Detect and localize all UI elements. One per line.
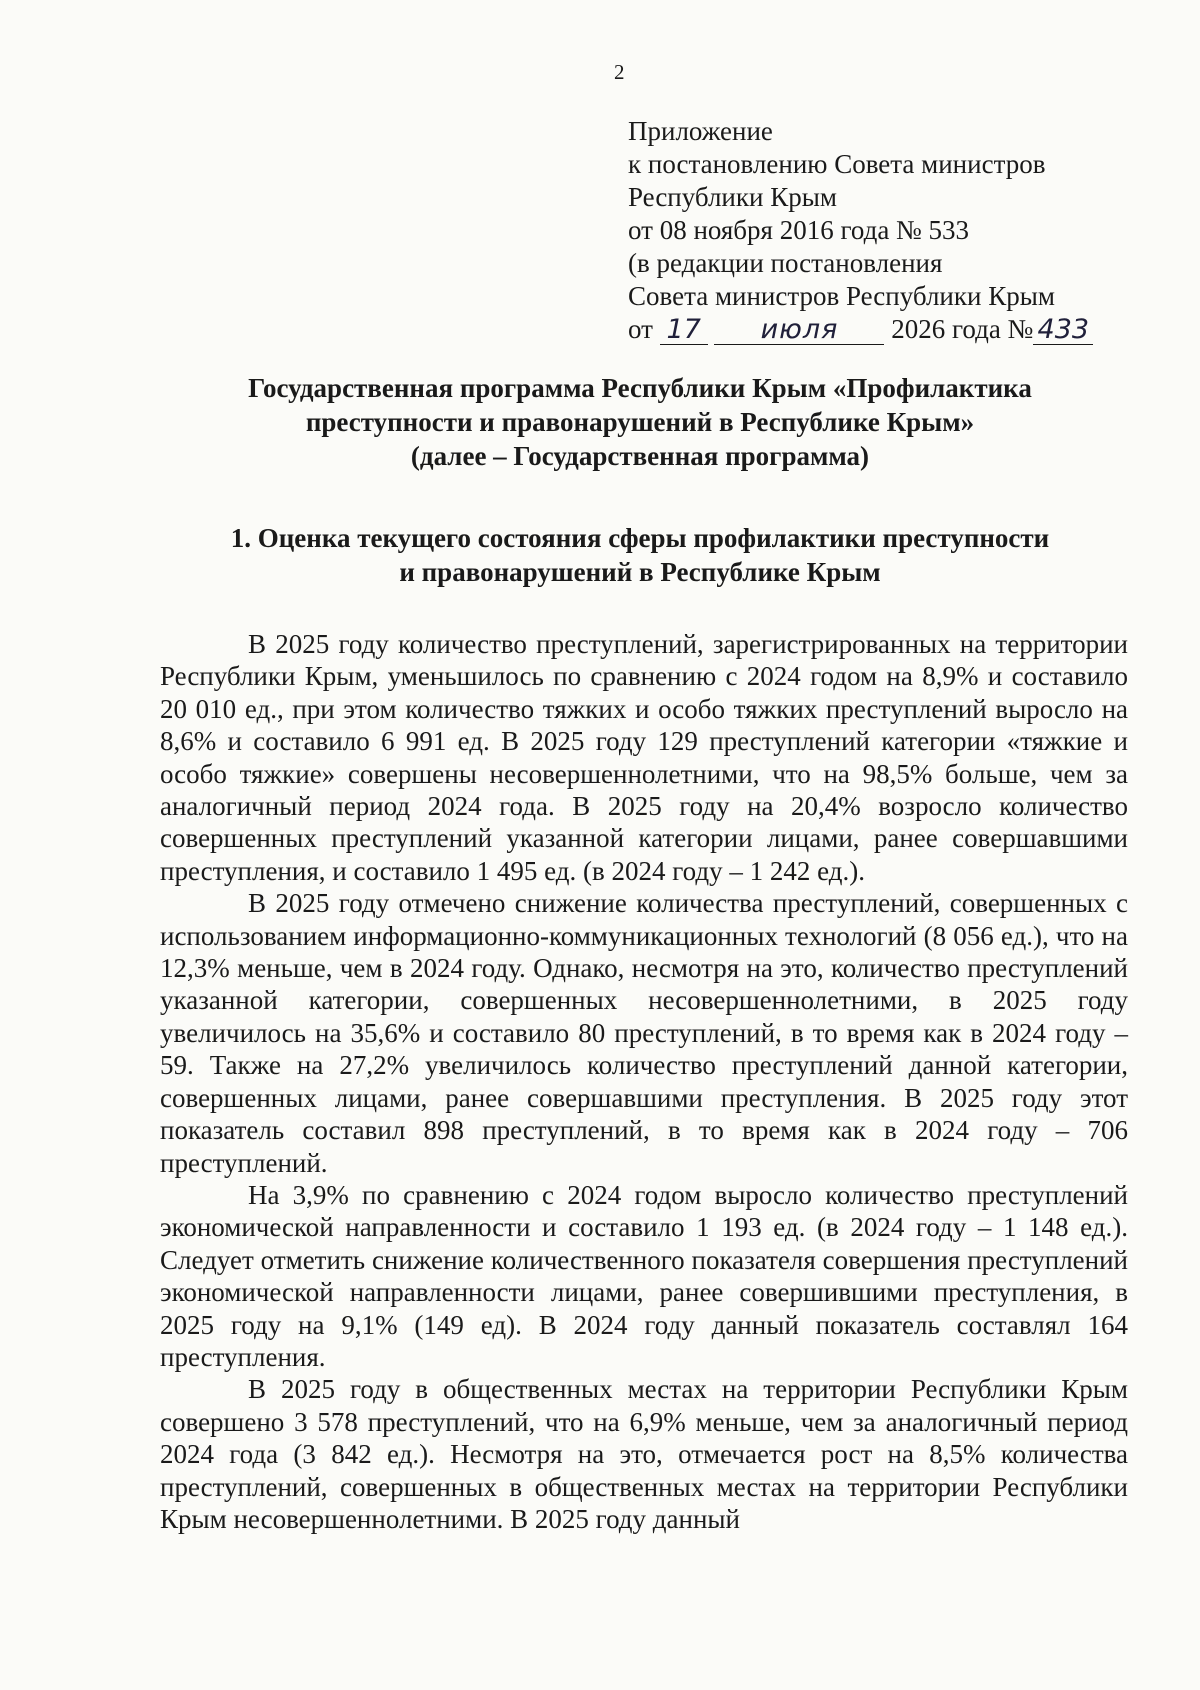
page-number: 2 xyxy=(614,60,625,84)
handwritten-day: 17 xyxy=(660,316,708,345)
body-text xyxy=(160,628,1128,1535)
program-title xyxy=(150,371,1130,473)
program-title-line: (далее – Государственная программа) xyxy=(410,441,870,471)
program-title-line: Государственная программа Республики Крым «Профилактика xyxy=(248,373,1032,403)
appendix-header xyxy=(628,115,1093,346)
appendix-line: Приложение xyxy=(628,116,773,146)
paragraph: На 3,9% по сравнению с 2024 годом выросло количество преступлений экономической направленности и составило 1 193 ед. (в 2024 году – 1 148 ед.). Следует отметить снижение количественного показателя совершения преступлений экономической направленности лицами, ранее совершившими преступления, в 2025 году на 9,1% (149 ед). В 2024 году данный показатель составлял 164 преступления. xyxy=(160,1179,1128,1372)
paragraph: В 2025 году количество преступлений, зарегистрированных на территории Республики Крым, уменьшилось по сравнению с 2024 годом на 8,9% и составило 20 010 ед., при этом количество тяжких и особо тяжких преступлений выросло на 8,6% и составило 6 991 ед. В 2025 году 129 преступлений категории «тяжкие и особо тяжкие» совершены несовершеннолетними, что на 98,5% больше, чем за аналогичный период 2024 года. В 2025 году на 20,4% возросло количество совершенных преступлений указанной категории лицами, ранее совершавшими преступления, и составило 1 495 ед. (в 2024 году – 1 242 ед.). xyxy=(160,629,1128,886)
date-suffix: 2026 года № xyxy=(891,314,1034,344)
section-heading xyxy=(150,521,1130,589)
appendix-line: от 08 ноября 2016 года № 533 xyxy=(628,215,970,245)
appendix-line: (в редакции постановления xyxy=(628,248,943,278)
handwritten-number: 433 xyxy=(1033,316,1093,345)
paragraph: В 2025 году отмечено снижение количества преступлений, совершенных с использованием информационно-коммуникационных технологий (8 056 ед.), что на 12,3% меньше, чем в 2024 году. Однако, несмотря на это, количество преступлений указанной категории, совершенных несовершеннолетними, в 2025 году увеличилось на 35,6% и составило 80 преступлений, в то время как в 2024 году – 59. Также на 27,2% увеличилось количество преступлений данной категории, совершенных лицами, ранее совершавшими преступления. В 2025 году этот показатель составил 898 преступлений, в то время как в 2024 году – 706 преступлений. xyxy=(160,888,1128,1178)
date-prefix: от xyxy=(628,314,653,344)
section-heading-line: 1. Оценка текущего состояния сферы профилактики преступности xyxy=(230,523,1050,553)
program-title-line: преступности и правонарушений в Республике Крым» xyxy=(305,407,975,437)
section-heading-line: и правонарушений в Республике Крым xyxy=(399,557,881,587)
handwritten-month: июля xyxy=(714,316,884,345)
appendix-line: Совета министров Республики Крым xyxy=(628,281,1055,311)
appendix-line: Республики Крым xyxy=(628,182,837,212)
appendix-line: к постановлению Совета министров xyxy=(628,149,1046,179)
paragraph: В 2025 году в общественных местах на территории Республики Крым совершено 3 578 преступлений, что на 6,9% меньше, чем за аналогичный период 2024 года (3 842 ед.). Несмотря на это, отмечается рост на 8,5% количества преступлений, совершенных в общественных местах на территории Республики Крым несовершеннолетними. В 2025 году данный xyxy=(160,1374,1128,1534)
appendix-date-line xyxy=(628,313,1093,346)
